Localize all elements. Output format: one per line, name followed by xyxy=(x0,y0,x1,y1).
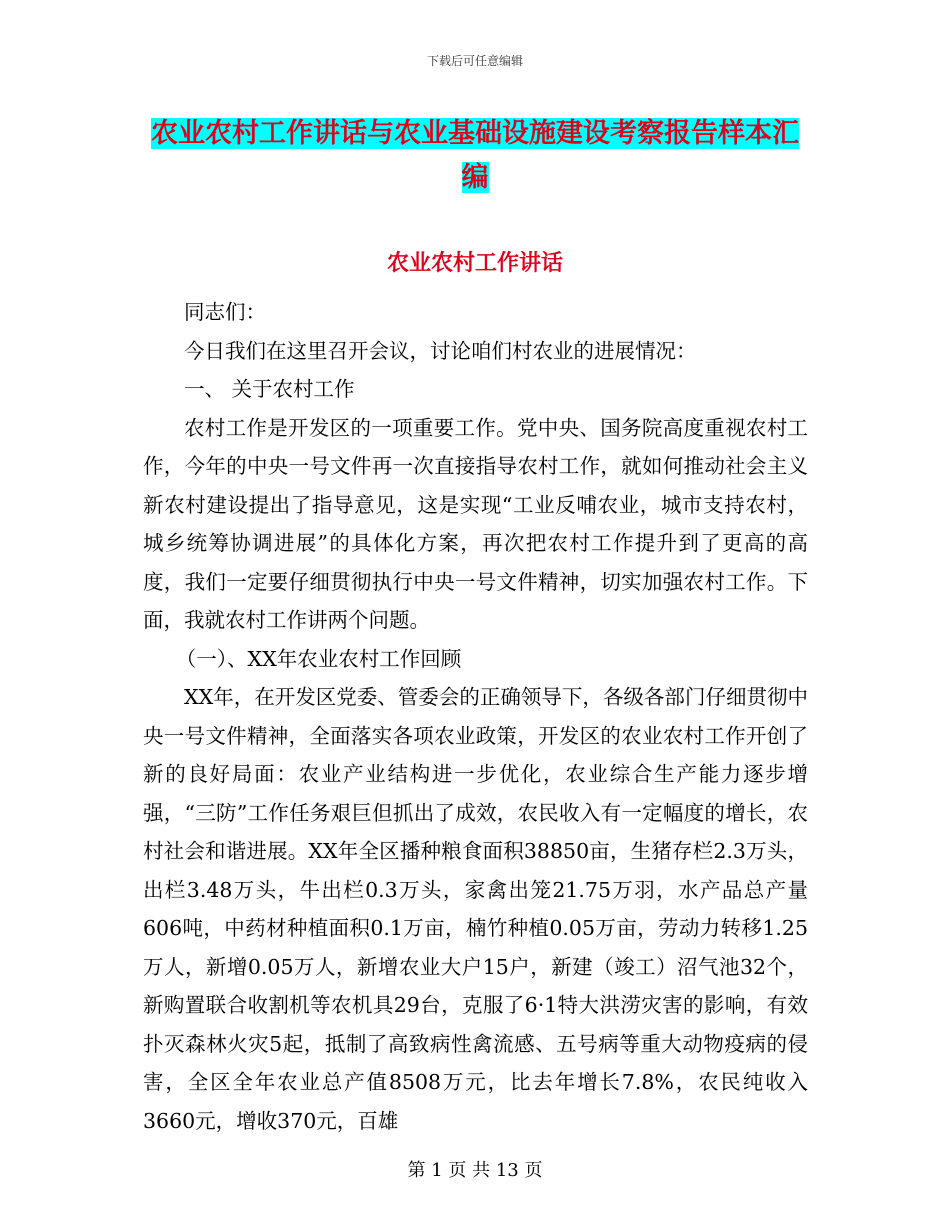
document-title xyxy=(140,112,810,200)
paragraph-rural-work: 农村工作是开发区的一项重要工作。党中央、国务院高度重视农村工作，今年的中央一号文件再一次直接指导农村工作，就如何推动社会主义新农村建设提出了指导意见，这是实现“工业反哺农业，城市支持农村，城乡统筹协调进展”的具体化方案，再次把农村工作提升到了更高的高度，我们一定要仔细贯彻执行中央一号文件精神，切实加强农村工作。下面，我就农村工作讲两个问题。 xyxy=(143,415,808,632)
paragraph-intro: 今日我们在这里召开会议，讨论咱们村农业的进展情况： xyxy=(184,338,697,363)
document-title-text: 农业农村工作讲话与农业基础设施建设考察报告样本汇编 xyxy=(151,118,799,193)
paragraph-salutation: 同志们： xyxy=(184,300,266,324)
document-body xyxy=(143,293,808,1140)
paragraph-heading-1: 一、 关于农村工作 xyxy=(184,377,355,401)
section-title: 农业农村工作讲话 xyxy=(386,250,563,276)
page-number: 第 1 页 共 13 页 xyxy=(407,1160,543,1181)
paragraph-review: XX年，在开发区党委、管委会的正确领导下，各级各部门仔细贯彻中央一号文件精神，全面落实各项农业政策，开发区的农业农村工作开创了新的良好局面：农业产业结构进一步优化，农业综合生产能力逐步增强，“三防”工作任务艰巨但抓出了成效，农民收入有一定幅度的增长，农村社会和谐进展。XX年全区播种粮食面积38850亩，生猪存栏2.3万头，出栏3.48万头，牛出栏0.3万头，家禽出笼21.75万羽，水产品总产量606吨，中药材种植面积0.1万亩，楠竹种植0.05万亩，劳动力转移1.25万人，新增0.05万人，新增农业大户15户，新建（竣工）沼气池32个，新购置联合收割机等农机具29台，克服了6·1特大洪涝灾害的影响，有效扑灭森林火灾5起，抵制了高致病性禽流感、五号病等重大动物疫病的侵害，全区全年农业总产值8508万元，比去年增长7.8%，农民纯收入3660元，增收370元，百雄 xyxy=(143,685,808,1133)
paragraph-subheading-1: （一）、XX年农业农村工作回顾 xyxy=(175,646,462,671)
page-header-note: 下载后可任意编辑 xyxy=(426,54,523,68)
